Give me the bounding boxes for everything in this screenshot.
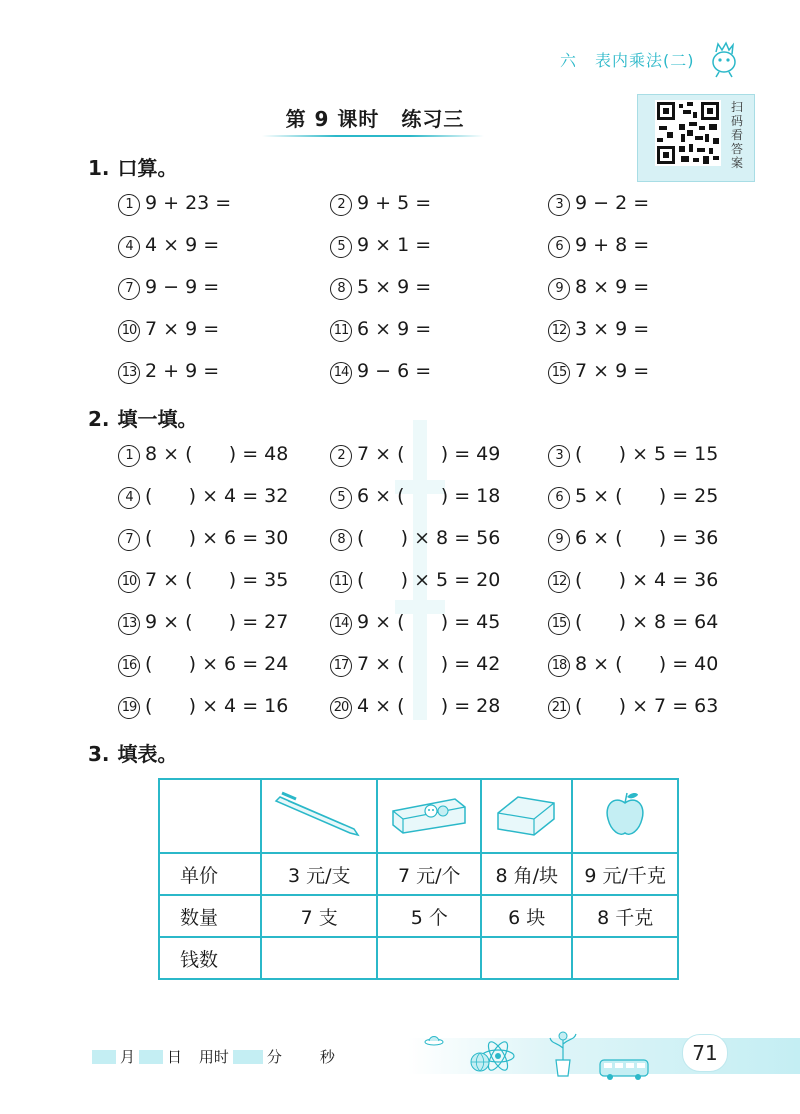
item-expression: ( ) × 5 = 15: [575, 443, 719, 465]
section-2-title: [88, 403, 198, 432]
exercise-item[interactable]: [118, 443, 288, 467]
exercise-item[interactable]: [548, 695, 718, 719]
exercise-item[interactable]: [118, 318, 219, 342]
section-3-label: 填表。: [117, 742, 178, 766]
section-2-number: 2.: [88, 407, 110, 431]
section-1-title: [88, 152, 178, 181]
qr-code-icon[interactable]: [655, 100, 721, 166]
item-number-badge: 13: [118, 362, 140, 384]
exercise-item[interactable]: [548, 192, 649, 216]
table-corner-cell: [159, 779, 261, 853]
exercise-item[interactable]: [548, 276, 649, 300]
exercise-item[interactable]: [548, 527, 718, 551]
item-number-badge: 8: [330, 529, 352, 551]
item-expression: 7 × 9 =: [145, 318, 220, 340]
item-number-badge: 12: [548, 571, 570, 593]
time-record: [88, 1046, 335, 1067]
footer-decoration: [420, 1020, 670, 1080]
item-number-badge: 14: [330, 362, 352, 384]
answer-cell[interactable]: [377, 937, 481, 979]
item-expression: 6 × ( ) = 18: [357, 485, 501, 507]
section-1-number: 1.: [88, 156, 110, 180]
title-underline: [262, 135, 484, 137]
exercise-item[interactable]: [330, 276, 431, 300]
exercise-item[interactable]: [548, 485, 718, 509]
exercise-item[interactable]: [330, 192, 431, 216]
item-expression: 9 + 23 =: [145, 192, 232, 214]
item-expression: 7 × ( ) = 35: [145, 569, 289, 591]
item-expression: ( ) × 5 = 20: [357, 569, 501, 591]
item-number-badge: 9: [548, 529, 570, 551]
exercise-item[interactable]: [548, 360, 649, 384]
item-number-badge: 15: [548, 613, 570, 635]
table-cell: 7 支: [261, 895, 377, 937]
item-expression: 8 × 9 =: [575, 276, 650, 298]
exercise-item[interactable]: [118, 276, 219, 300]
item-number-badge: 3: [548, 445, 570, 467]
pen-cell: [261, 779, 377, 853]
table-row: [159, 853, 678, 895]
item-expression: 3 × 9 =: [575, 318, 650, 340]
item-number-badge: 6: [548, 487, 570, 509]
item-expression: ( ) × 4 = 36: [575, 569, 719, 591]
unit-title: 表内乘法(二): [595, 51, 695, 70]
item-expression: 5 × ( ) = 25: [575, 485, 719, 507]
exercise-item[interactable]: [118, 527, 288, 551]
item-expression: ( ) × 7 = 63: [575, 695, 719, 717]
exercise-item[interactable]: [330, 443, 500, 467]
item-expression: 9 − 6 =: [357, 360, 432, 382]
lesson-name: 练习三: [401, 107, 465, 131]
item-expression: 6 × ( ) = 36: [575, 527, 719, 549]
day-label: 日: [167, 1048, 183, 1066]
price-table: [158, 778, 679, 980]
item-number-badge: 20: [330, 697, 352, 719]
item-number-badge: 16: [118, 655, 140, 677]
exercise-item[interactable]: [330, 485, 500, 509]
item-expression: 6 × 9 =: [357, 318, 432, 340]
exercise-item[interactable]: [118, 485, 288, 509]
exercise-item[interactable]: [330, 318, 431, 342]
item-number-badge: 14: [330, 613, 352, 635]
answer-cell[interactable]: [481, 937, 572, 979]
section-1-label: 口算。: [117, 156, 178, 180]
item-expression: ( ) × 4 = 32: [145, 485, 289, 507]
exercise-item[interactable]: [548, 611, 718, 635]
table-cell: 7 元/个: [377, 853, 481, 895]
item-expression: 7 × 9 =: [575, 360, 650, 382]
mascot-icon: [704, 38, 744, 78]
item-number-badge: 9: [548, 278, 570, 300]
item-expression: 9 − 9 =: [145, 276, 220, 298]
apple-icon: [600, 789, 650, 839]
exercise-item[interactable]: [118, 234, 219, 258]
exercise-item[interactable]: [330, 695, 500, 719]
exercise-item[interactable]: [118, 611, 288, 635]
pen-icon: [274, 789, 364, 839]
item-expression: 2 + 9 =: [145, 360, 220, 382]
qr-label: 扫码看答案: [730, 100, 743, 170]
exercise-item[interactable]: [118, 360, 219, 384]
item-number-badge: 7: [118, 529, 140, 551]
day-blank[interactable]: [139, 1050, 163, 1064]
item-number-badge: 2: [330, 194, 352, 216]
row-label: 单价: [159, 853, 261, 895]
table-cell: 9 元/千克: [572, 853, 678, 895]
item-number-badge: 1: [118, 194, 140, 216]
section-3-number: 3.: [88, 742, 110, 766]
item-expression: ( ) × 4 = 16: [145, 695, 289, 717]
exercise-item[interactable]: [118, 695, 288, 719]
row-label: 数量: [159, 895, 261, 937]
apple-cell: [572, 779, 678, 853]
item-expression: 9 + 5 =: [357, 192, 432, 214]
table-row: [159, 937, 678, 979]
item-number-badge: 11: [330, 320, 352, 342]
exercise-item[interactable]: [118, 192, 231, 216]
item-expression: 9 + 8 =: [575, 234, 650, 256]
bus-icon: [600, 1060, 648, 1080]
table-cell: 3 元/支: [261, 853, 377, 895]
row-label: 钱数: [159, 937, 261, 979]
table-image-row: [159, 779, 678, 853]
exercise-item[interactable]: [330, 611, 500, 635]
item-number-badge: 10: [118, 320, 140, 342]
exercise-item[interactable]: [330, 569, 500, 593]
minutes-blank[interactable]: [233, 1050, 263, 1064]
table-cell: 5 个: [377, 895, 481, 937]
item-number-badge: 21: [548, 697, 570, 719]
globe-icon: [471, 1053, 489, 1071]
item-expression: 9 − 2 =: [575, 192, 650, 214]
item-expression: ( ) × 8 = 64: [575, 611, 719, 633]
table-cell: 8 角/块: [481, 853, 572, 895]
exercise-item[interactable]: [548, 318, 649, 342]
answer-cell[interactable]: [572, 937, 678, 979]
month-blank[interactable]: [92, 1050, 116, 1064]
unit-header: [560, 48, 695, 71]
item-expression: 9 × ( ) = 27: [145, 611, 289, 633]
exercise-item[interactable]: [548, 653, 718, 677]
seconds-blank[interactable]: [286, 1050, 316, 1064]
exercise-item[interactable]: [118, 569, 288, 593]
item-expression: 7 × ( ) = 42: [357, 653, 501, 675]
pencil-case-icon: [389, 789, 469, 839]
item-expression: 8 × ( ) = 48: [145, 443, 289, 465]
item-number-badge: 1: [118, 445, 140, 467]
exercise-item[interactable]: [118, 653, 288, 677]
item-expression: 9 × ( ) = 45: [357, 611, 501, 633]
item-number-badge: 3: [548, 194, 570, 216]
month-label: 月: [120, 1048, 136, 1066]
table-cell: 6 块: [481, 895, 572, 937]
item-expression: ( ) × 6 = 30: [145, 527, 289, 549]
section-3-title: [88, 738, 178, 767]
minutes-label: 分: [266, 1048, 282, 1066]
item-number-badge: 13: [118, 613, 140, 635]
item-number-badge: 8: [330, 278, 352, 300]
item-expression: ( ) × 6 = 24: [145, 653, 289, 675]
answer-cell[interactable]: [261, 937, 377, 979]
lesson-title: [270, 103, 480, 132]
item-expression: 8 × ( ) = 40: [575, 653, 719, 675]
exercise-item[interactable]: [330, 527, 500, 551]
exercise-item[interactable]: [548, 234, 649, 258]
exercise-item[interactable]: [548, 443, 718, 467]
item-number-badge: 17: [330, 655, 352, 677]
item-number-badge: 19: [118, 697, 140, 719]
exercise-item[interactable]: [330, 653, 500, 677]
item-number-badge: 12: [548, 320, 570, 342]
plant-icon: [550, 1032, 576, 1076]
eraser-cell: [481, 779, 572, 853]
item-number-badge: 2: [330, 445, 352, 467]
lesson-number: 第 9 课时: [285, 107, 380, 131]
item-number-badge: 4: [118, 236, 140, 258]
pencil-case-cell: [377, 779, 481, 853]
seconds-label: 秒: [319, 1048, 335, 1066]
item-number-badge: 18: [548, 655, 570, 677]
item-number-badge: 6: [548, 236, 570, 258]
item-expression: 4 × 9 =: [145, 234, 220, 256]
item-expression: 4 × ( ) = 28: [357, 695, 501, 717]
item-number-badge: 15: [548, 362, 570, 384]
item-expression: 9 × 1 =: [357, 234, 432, 256]
item-number-badge: 11: [330, 571, 352, 593]
item-number-badge: 7: [118, 278, 140, 300]
section-2-label: 填一填。: [117, 407, 198, 431]
eraser-icon: [492, 789, 562, 839]
item-expression: ( ) × 8 = 56: [357, 527, 501, 549]
item-expression: 5 × 9 =: [357, 276, 432, 298]
ufo-icon: [425, 1037, 443, 1046]
item-number-badge: 10: [118, 571, 140, 593]
item-number-badge: 4: [118, 487, 140, 509]
page-number: 71: [682, 1034, 728, 1072]
exercise-item[interactable]: [330, 360, 431, 384]
exercise-item[interactable]: [548, 569, 718, 593]
time-used-label: 用时: [198, 1048, 229, 1066]
item-expression: 7 × ( ) = 49: [357, 443, 501, 465]
exercise-item[interactable]: [330, 234, 431, 258]
table-cell: 8 千克: [572, 895, 678, 937]
table-row: [159, 895, 678, 937]
item-number-badge: 5: [330, 487, 352, 509]
unit-number: 六: [560, 51, 578, 70]
item-number-badge: 5: [330, 236, 352, 258]
